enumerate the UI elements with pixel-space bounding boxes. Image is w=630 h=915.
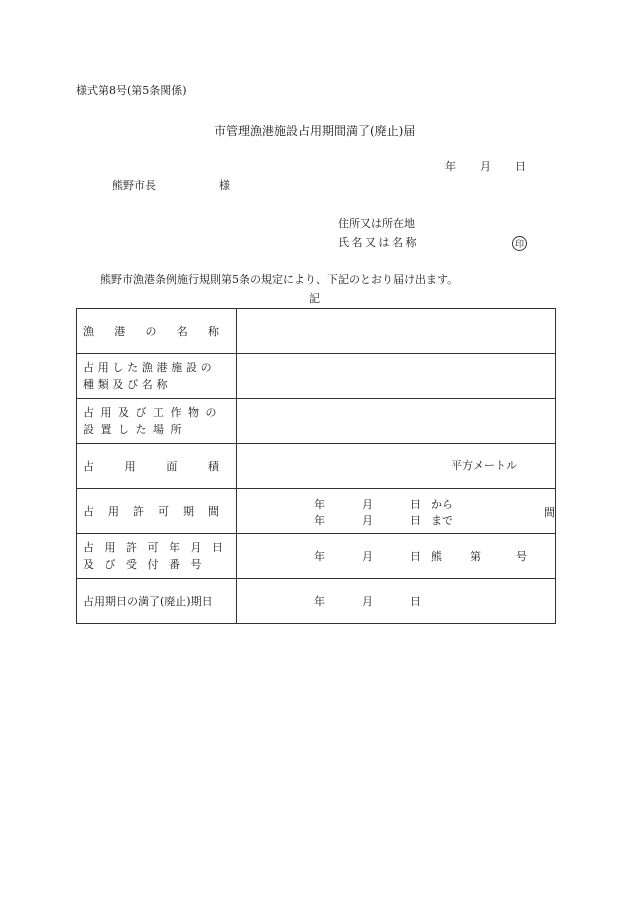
table-row bbox=[77, 309, 556, 354]
statement-text: 熊野市漁港条例施行規則第5条の規定により、下記のとおり届け出ます。 bbox=[100, 273, 459, 286]
table-row bbox=[77, 399, 556, 444]
addressee-honorific: 様 bbox=[219, 179, 230, 192]
form-table bbox=[76, 308, 556, 624]
expiry-month: 月 bbox=[362, 595, 373, 608]
ki-heading: 記 bbox=[309, 292, 320, 305]
period-unit: 間 bbox=[544, 506, 555, 519]
permit-period-field[interactable] bbox=[237, 489, 556, 534]
label-facility-type: 占用した漁港施設の 種類及び名称 bbox=[77, 354, 237, 399]
form-number: 様式第8号(第5条関係) bbox=[76, 84, 187, 97]
label-harbor-name: 漁 港 の 名 称 bbox=[77, 309, 237, 354]
label-area: 占 用 面 積 bbox=[77, 444, 237, 489]
from-year: 年 bbox=[314, 498, 325, 511]
to-suffix: まで bbox=[431, 514, 453, 527]
permit-go: 号 bbox=[516, 550, 527, 563]
area-field[interactable] bbox=[237, 444, 556, 489]
harbor-name-field[interactable] bbox=[237, 309, 556, 354]
label-location: 占用及び工作物の 設置した場所 bbox=[77, 399, 237, 444]
area-unit: 平方メートル bbox=[451, 459, 517, 472]
label-expiry-date: 占用期日の満了(廃止)期日 bbox=[77, 579, 237, 624]
document-title: 市管理漁港施設占用期間満了(廃止)届 bbox=[214, 124, 416, 138]
from-day: 日 bbox=[410, 498, 421, 511]
to-day: 日 bbox=[410, 514, 421, 527]
permit-year: 年 bbox=[314, 550, 325, 563]
date-month: 月 bbox=[480, 160, 491, 173]
expiry-year: 年 bbox=[314, 595, 325, 608]
location-field[interactable] bbox=[237, 399, 556, 444]
permit-month: 月 bbox=[362, 550, 373, 563]
table-row bbox=[77, 354, 556, 399]
facility-type-field[interactable] bbox=[237, 354, 556, 399]
date-day: 日 bbox=[515, 160, 526, 173]
seal-mark: 印 bbox=[512, 236, 527, 251]
permit-prefix: 熊 bbox=[431, 550, 442, 563]
date-year: 年 bbox=[445, 160, 456, 173]
label-permit-period: 占 用 許 可 期 間 bbox=[77, 489, 237, 534]
label-permit-date: 占用許可年月日 及び受付番号 bbox=[77, 534, 237, 579]
permit-day: 日 bbox=[410, 550, 421, 563]
table-row bbox=[77, 579, 556, 624]
table-row bbox=[77, 489, 556, 534]
expiry-day: 日 bbox=[410, 595, 421, 608]
permit-dai: 第 bbox=[470, 550, 481, 563]
address-label: 住所又は所在地 bbox=[338, 217, 415, 230]
from-suffix: から bbox=[431, 498, 453, 511]
table-row bbox=[77, 534, 556, 579]
table-row bbox=[77, 444, 556, 489]
expiry-date-field[interactable] bbox=[237, 579, 556, 624]
to-year: 年 bbox=[314, 514, 325, 527]
from-month: 月 bbox=[362, 498, 373, 511]
permit-date-field[interactable] bbox=[237, 534, 556, 579]
to-month: 月 bbox=[362, 514, 373, 527]
name-label: 氏名又は名称 bbox=[338, 236, 419, 249]
addressee-name: 熊野市長 bbox=[112, 179, 156, 192]
